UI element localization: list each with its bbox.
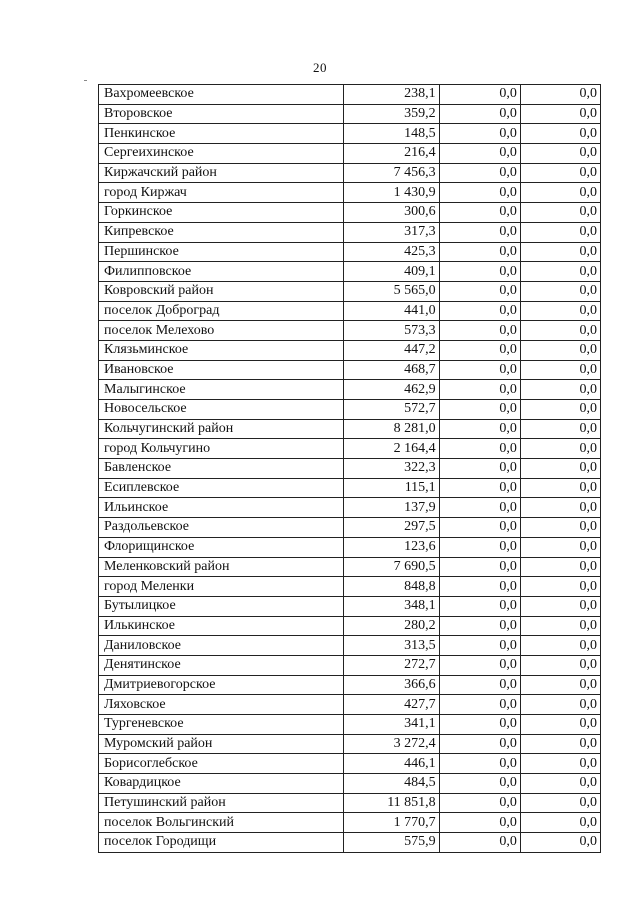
- value-cell-3: 0,0: [520, 774, 600, 794]
- table-row: [99, 124, 601, 144]
- settlement-name-cell: город Меленки: [99, 577, 344, 597]
- amount-cell: 7 690,5: [344, 557, 439, 577]
- value-cell-2: 0,0: [439, 321, 520, 341]
- table-row: [99, 833, 601, 853]
- table-row: [99, 262, 601, 282]
- value-cell-2: 0,0: [439, 340, 520, 360]
- value-cell-3: 0,0: [520, 596, 600, 616]
- amount-cell: 297,5: [344, 518, 439, 538]
- value-cell-2: 0,0: [439, 557, 520, 577]
- amount-cell: 572,7: [344, 400, 439, 420]
- page-number: 20: [313, 60, 327, 75]
- table-row: [99, 321, 601, 341]
- value-cell-3: 0,0: [520, 242, 600, 262]
- table-row: [99, 360, 601, 380]
- amount-cell: 484,5: [344, 774, 439, 794]
- value-cell-2: 0,0: [439, 715, 520, 735]
- value-cell-3: 0,0: [520, 655, 600, 675]
- settlement-name-cell: Вахромеевское: [99, 85, 344, 105]
- value-cell-2: 0,0: [439, 163, 520, 183]
- settlement-name-cell: Филипповское: [99, 262, 344, 282]
- table-row: [99, 754, 601, 774]
- value-cell-2: 0,0: [439, 459, 520, 479]
- settlement-name-cell: город Кольчугино: [99, 439, 344, 459]
- value-cell-3: 0,0: [520, 833, 600, 853]
- value-cell-2: 0,0: [439, 281, 520, 301]
- settlement-name-cell: Кипревское: [99, 222, 344, 242]
- table-row: [99, 478, 601, 498]
- value-cell-2: 0,0: [439, 262, 520, 282]
- table-row: [99, 439, 601, 459]
- value-cell-2: 0,0: [439, 695, 520, 715]
- value-cell-3: 0,0: [520, 222, 600, 242]
- value-cell-2: 0,0: [439, 577, 520, 597]
- value-cell-3: 0,0: [520, 636, 600, 656]
- amount-cell: 348,1: [344, 596, 439, 616]
- table-row: [99, 557, 601, 577]
- value-cell-3: 0,0: [520, 478, 600, 498]
- settlement-name-cell: Бутылицкое: [99, 596, 344, 616]
- table-row: [99, 144, 601, 164]
- table-row: [99, 636, 601, 656]
- table-row: [99, 203, 601, 223]
- amount-cell: 5 565,0: [344, 281, 439, 301]
- table-row: [99, 340, 601, 360]
- settlement-name-cell: Першинское: [99, 242, 344, 262]
- amount-cell: 322,3: [344, 459, 439, 479]
- settlement-name-cell: Кольчугинский район: [99, 419, 344, 439]
- settlement-name-cell: Петушинский район: [99, 793, 344, 813]
- settlement-name-cell: Ильинское: [99, 498, 344, 518]
- table-row: [99, 793, 601, 813]
- amount-cell: 8 281,0: [344, 419, 439, 439]
- value-cell-3: 0,0: [520, 695, 600, 715]
- amount-cell: 238,1: [344, 85, 439, 105]
- value-cell-3: 0,0: [520, 577, 600, 597]
- settlement-name-cell: Дмитриевогорское: [99, 675, 344, 695]
- value-cell-3: 0,0: [520, 144, 600, 164]
- table-row: [99, 163, 601, 183]
- value-cell-2: 0,0: [439, 242, 520, 262]
- settlement-name-cell: Сергеихинское: [99, 144, 344, 164]
- settlement-name-cell: поселок Мелехово: [99, 321, 344, 341]
- settlement-name-cell: Флорищинское: [99, 537, 344, 557]
- settlement-name-cell: Ляховское: [99, 695, 344, 715]
- amount-cell: 148,5: [344, 124, 439, 144]
- value-cell-3: 0,0: [520, 85, 600, 105]
- value-cell-3: 0,0: [520, 518, 600, 538]
- amount-cell: 575,9: [344, 833, 439, 853]
- value-cell-2: 0,0: [439, 754, 520, 774]
- value-cell-2: 0,0: [439, 655, 520, 675]
- budget-table: [98, 84, 601, 853]
- value-cell-3: 0,0: [520, 340, 600, 360]
- settlement-name-cell: Илькинское: [99, 616, 344, 636]
- value-cell-3: 0,0: [520, 459, 600, 479]
- settlement-name-cell: Раздольевское: [99, 518, 344, 538]
- amount-cell: 137,9: [344, 498, 439, 518]
- amount-cell: 313,5: [344, 636, 439, 656]
- settlement-name-cell: Пенкинское: [99, 124, 344, 144]
- value-cell-3: 0,0: [520, 203, 600, 223]
- amount-cell: 427,7: [344, 695, 439, 715]
- table-row: [99, 459, 601, 479]
- amount-cell: 573,3: [344, 321, 439, 341]
- settlement-name-cell: Бавленское: [99, 459, 344, 479]
- settlement-name-cell: Киржачский район: [99, 163, 344, 183]
- value-cell-2: 0,0: [439, 439, 520, 459]
- amount-cell: 425,3: [344, 242, 439, 262]
- amount-cell: 216,4: [344, 144, 439, 164]
- value-cell-2: 0,0: [439, 537, 520, 557]
- amount-cell: 1 430,9: [344, 183, 439, 203]
- value-cell-3: 0,0: [520, 321, 600, 341]
- value-cell-3: 0,0: [520, 675, 600, 695]
- table-row: [99, 695, 601, 715]
- settlement-name-cell: поселок Вольгинский: [99, 813, 344, 833]
- amount-cell: 1 770,7: [344, 813, 439, 833]
- table-row: [99, 498, 601, 518]
- table-row: [99, 85, 601, 105]
- table-row: [99, 518, 601, 538]
- amount-cell: 468,7: [344, 360, 439, 380]
- table-row: [99, 715, 601, 735]
- value-cell-3: 0,0: [520, 813, 600, 833]
- table-row: [99, 616, 601, 636]
- value-cell-2: 0,0: [439, 301, 520, 321]
- settlement-name-cell: Ивановское: [99, 360, 344, 380]
- margin-mark: [84, 80, 87, 81]
- table-row: [99, 537, 601, 557]
- value-cell-2: 0,0: [439, 85, 520, 105]
- table-row: [99, 104, 601, 124]
- amount-cell: 447,2: [344, 340, 439, 360]
- table-row: [99, 183, 601, 203]
- value-cell-2: 0,0: [439, 793, 520, 813]
- value-cell-2: 0,0: [439, 419, 520, 439]
- value-cell-3: 0,0: [520, 124, 600, 144]
- settlement-name-cell: Даниловское: [99, 636, 344, 656]
- value-cell-2: 0,0: [439, 734, 520, 754]
- amount-cell: 462,9: [344, 380, 439, 400]
- value-cell-3: 0,0: [520, 281, 600, 301]
- table-row: [99, 222, 601, 242]
- value-cell-2: 0,0: [439, 203, 520, 223]
- value-cell-3: 0,0: [520, 715, 600, 735]
- value-cell-2: 0,0: [439, 518, 520, 538]
- value-cell-3: 0,0: [520, 262, 600, 282]
- value-cell-2: 0,0: [439, 596, 520, 616]
- amount-cell: 359,2: [344, 104, 439, 124]
- value-cell-3: 0,0: [520, 419, 600, 439]
- settlement-name-cell: Горкинское: [99, 203, 344, 223]
- value-cell-2: 0,0: [439, 380, 520, 400]
- table-row: [99, 675, 601, 695]
- settlement-name-cell: Ковровский район: [99, 281, 344, 301]
- settlement-name-cell: Меленковский район: [99, 557, 344, 577]
- value-cell-3: 0,0: [520, 537, 600, 557]
- value-cell-2: 0,0: [439, 144, 520, 164]
- table-row: [99, 813, 601, 833]
- settlement-name-cell: Денятинское: [99, 655, 344, 675]
- table-body: [99, 85, 601, 853]
- settlement-name-cell: Новосельское: [99, 400, 344, 420]
- amount-cell: 7 456,3: [344, 163, 439, 183]
- value-cell-3: 0,0: [520, 104, 600, 124]
- amount-cell: 409,1: [344, 262, 439, 282]
- value-cell-3: 0,0: [520, 439, 600, 459]
- settlement-name-cell: Есиплевское: [99, 478, 344, 498]
- amount-cell: 272,7: [344, 655, 439, 675]
- settlement-name-cell: поселок Городищи: [99, 833, 344, 853]
- settlement-name-cell: поселок Доброград: [99, 301, 344, 321]
- table-row: [99, 281, 601, 301]
- value-cell-2: 0,0: [439, 183, 520, 203]
- amount-cell: 280,2: [344, 616, 439, 636]
- table-row: [99, 774, 601, 794]
- amount-cell: 341,1: [344, 715, 439, 735]
- amount-cell: 366,6: [344, 675, 439, 695]
- value-cell-3: 0,0: [520, 557, 600, 577]
- settlement-name-cell: Ковардицкое: [99, 774, 344, 794]
- table-row: [99, 577, 601, 597]
- settlement-name-cell: Клязьминское: [99, 340, 344, 360]
- value-cell-3: 0,0: [520, 163, 600, 183]
- value-cell-2: 0,0: [439, 124, 520, 144]
- table-row: [99, 301, 601, 321]
- value-cell-3: 0,0: [520, 793, 600, 813]
- value-cell-2: 0,0: [439, 774, 520, 794]
- amount-cell: 446,1: [344, 754, 439, 774]
- amount-cell: 115,1: [344, 478, 439, 498]
- amount-cell: 441,0: [344, 301, 439, 321]
- amount-cell: 2 164,4: [344, 439, 439, 459]
- amount-cell: 317,3: [344, 222, 439, 242]
- amount-cell: 11 851,8: [344, 793, 439, 813]
- value-cell-2: 0,0: [439, 400, 520, 420]
- value-cell-3: 0,0: [520, 734, 600, 754]
- value-cell-2: 0,0: [439, 360, 520, 380]
- amount-cell: 123,6: [344, 537, 439, 557]
- value-cell-2: 0,0: [439, 478, 520, 498]
- value-cell-3: 0,0: [520, 380, 600, 400]
- amount-cell: 848,8: [344, 577, 439, 597]
- value-cell-3: 0,0: [520, 754, 600, 774]
- value-cell-2: 0,0: [439, 813, 520, 833]
- table-row: [99, 242, 601, 262]
- table-row: [99, 655, 601, 675]
- value-cell-3: 0,0: [520, 301, 600, 321]
- table-row: [99, 734, 601, 754]
- value-cell-3: 0,0: [520, 360, 600, 380]
- value-cell-3: 0,0: [520, 183, 600, 203]
- value-cell-2: 0,0: [439, 104, 520, 124]
- value-cell-3: 0,0: [520, 498, 600, 518]
- value-cell-3: 0,0: [520, 616, 600, 636]
- value-cell-2: 0,0: [439, 675, 520, 695]
- value-cell-2: 0,0: [439, 222, 520, 242]
- value-cell-2: 0,0: [439, 498, 520, 518]
- settlement-name-cell: город Киржач: [99, 183, 344, 203]
- table-row: [99, 400, 601, 420]
- table-row: [99, 596, 601, 616]
- table-row: [99, 419, 601, 439]
- settlement-name-cell: Борисоглебское: [99, 754, 344, 774]
- amount-cell: 3 272,4: [344, 734, 439, 754]
- amount-cell: 300,6: [344, 203, 439, 223]
- table-row: [99, 380, 601, 400]
- settlement-name-cell: Малыгинское: [99, 380, 344, 400]
- settlement-name-cell: Муромский район: [99, 734, 344, 754]
- settlement-name-cell: Второвское: [99, 104, 344, 124]
- value-cell-2: 0,0: [439, 833, 520, 853]
- value-cell-2: 0,0: [439, 636, 520, 656]
- value-cell-2: 0,0: [439, 616, 520, 636]
- value-cell-3: 0,0: [520, 400, 600, 420]
- settlement-name-cell: Тургеневское: [99, 715, 344, 735]
